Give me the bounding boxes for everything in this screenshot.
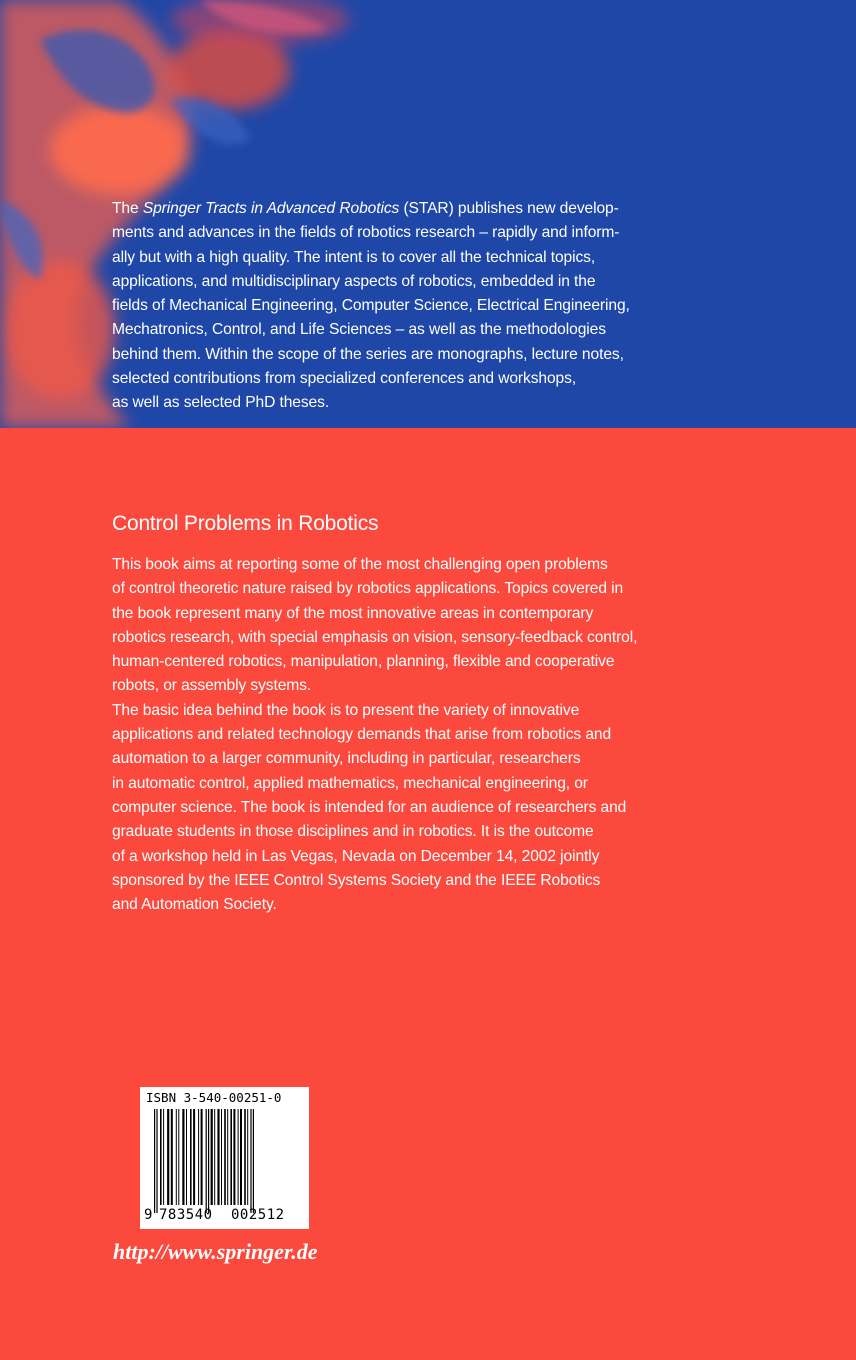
barcode-bar: [238, 1109, 239, 1205]
series-description-text: (STAR) publishes new develop-: [399, 200, 619, 217]
barcode-bar: [211, 1109, 213, 1205]
series-description-line: applications, and multidisciplinary aspects of robotics, embedded in the: [112, 272, 596, 290]
book-description-line: graduate students in those disciplines and in robotics. It is the outcome: [112, 823, 594, 841]
barcode-bar: [186, 1109, 187, 1205]
book-description-line: of a workshop held in Las Vegas, Nevada on December 14, 2002 jointly: [112, 847, 600, 865]
barcode-bar: [253, 1109, 254, 1213]
series-description-line: ments and advances in the fields of robotics research – rapidly and inform-: [112, 224, 620, 242]
book-description-line: The basic idea behind the book is to present the variety of innovative: [112, 701, 580, 719]
barcode-bar: [198, 1109, 199, 1205]
barcode-bar: [208, 1109, 209, 1213]
isbn-barcode: [140, 1087, 309, 1229]
barcode-bar: [214, 1109, 215, 1205]
book-description-line: automation to a larger community, including in particular, researchers: [112, 750, 581, 768]
series-description-line: as well as selected PhD theses.: [112, 394, 330, 412]
book-description-line: sponsored by the IEEE Control Systems Society and the IEEE Robotics: [112, 871, 601, 889]
ean-right-digits: 002512: [231, 1207, 285, 1223]
book-description-line: human-centered robotics, manipulation, planning, flexible and cooperative: [112, 653, 615, 671]
barcode-bar: [221, 1109, 222, 1205]
book-description-line: of control theoretic nature raised by robotics applications. Topics covered in: [112, 580, 624, 598]
series-description: [112, 197, 672, 416]
barcode-bar: [176, 1109, 177, 1205]
barcode-bar: [156, 1109, 157, 1213]
barcode-bar: [217, 1109, 219, 1205]
barcode-bar: [182, 1109, 184, 1205]
barcode-bar: [247, 1109, 248, 1205]
barcode-bar: [163, 1109, 164, 1205]
barcode-bar: [227, 1109, 228, 1205]
ean-first-digit: 9: [144, 1207, 153, 1223]
barcode-bar: [171, 1109, 173, 1205]
barcode-bar: [178, 1109, 179, 1205]
series-description-line: Mechatronics, Control, and Life Sciences – as well as the methodologies: [112, 321, 606, 339]
barcode-bar: [233, 1109, 235, 1205]
barcode-bar: [224, 1109, 226, 1205]
barcode-bar: [160, 1109, 162, 1205]
series-description-line: selected contributions from specialized conferences and workshops,: [112, 370, 577, 388]
barcode-bar: [240, 1109, 242, 1205]
book-description-line: computer science. The book is intended for an audience of researchers and: [112, 798, 627, 816]
barcode-bar: [201, 1109, 203, 1205]
barcode-bar: [167, 1109, 169, 1205]
book-description-line: robotics research, with special emphasis on vision, sensory-feedback control,: [112, 628, 638, 646]
barcode-bar: [193, 1109, 195, 1205]
series-description-line: [112, 197, 672, 221]
series-name: Springer Tracts in Advanced Robotics: [142, 200, 400, 217]
series-description-text: The: [112, 200, 143, 217]
book-description-line: in automatic control, applied mathematics, mechanical engineering, or: [112, 774, 588, 792]
book-description-line: and Automation Society.: [112, 896, 277, 914]
barcode-bar: [154, 1109, 155, 1213]
series-description-line: behind them. Within the scope of the series are monographs, lecture notes,: [112, 345, 624, 363]
series-description-line: ally but with a high quality. The intent is to cover all the technical topics,: [112, 248, 596, 266]
book-description: [112, 553, 672, 917]
barcode-bar: [190, 1109, 192, 1205]
barcode-bar: [244, 1109, 246, 1205]
barcode-bar: [206, 1109, 207, 1213]
isbn-label: ISBN 3-540-00251-0: [146, 1090, 282, 1105]
book-description-line: the book represent many of the most innovative areas in contemporary: [112, 604, 594, 622]
book-description-line: This book aims at reporting some of the most challenging open problems: [112, 556, 608, 573]
book-description-line: applications and related technology demands that arise from robotics and: [112, 726, 612, 744]
ean-left-digits: 783540: [159, 1207, 213, 1223]
barcode-bar: [230, 1109, 232, 1205]
book-title: Control Problems in Robotics: [112, 512, 379, 535]
barcode-bar: [250, 1109, 251, 1213]
series-description-line: fields of Mechanical Engineering, Computer Science, Electrical Engineering,: [112, 297, 630, 315]
series-header-band: [0, 0, 856, 428]
publisher-url: http://www.springer.de: [113, 1239, 318, 1264]
book-description-line: robots, or assembly systems.: [112, 677, 312, 695]
